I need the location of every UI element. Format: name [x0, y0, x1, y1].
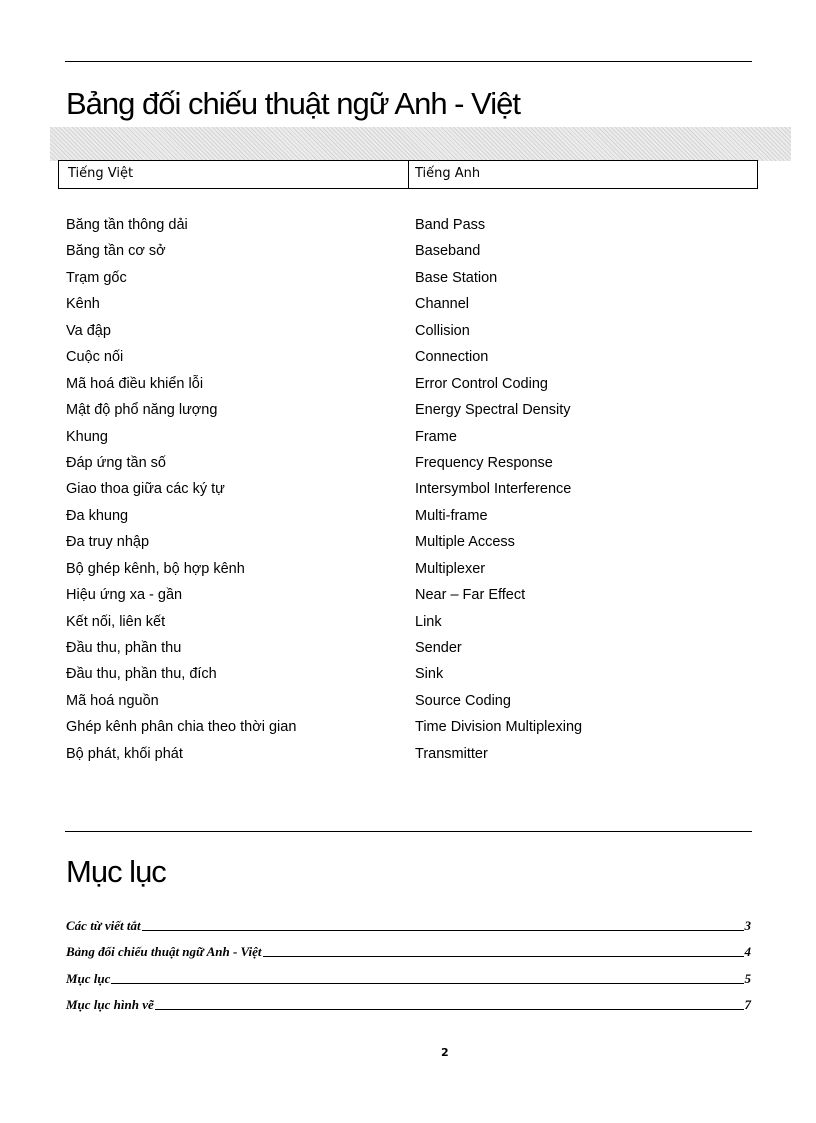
- term-english: Frame: [415, 428, 457, 445]
- term-english: Transmitter: [415, 745, 488, 762]
- term-vietnamese: Trạm gốc: [66, 269, 127, 286]
- list-item: [66, 320, 666, 346]
- toc-entry[interactable]: [66, 987, 751, 1014]
- term-vietnamese: Mã hoá nguồn: [66, 692, 159, 709]
- term-vietnamese: Đa truy nhập: [66, 534, 150, 551]
- toc-entry[interactable]: [66, 907, 751, 934]
- list-item: [66, 743, 666, 769]
- list-item: [66, 663, 666, 689]
- top-divider: [65, 61, 752, 62]
- term-english: Channel: [415, 296, 470, 313]
- term-vietnamese: Băng tần cơ sở: [66, 243, 166, 260]
- toc-title: Mục lục: [66, 854, 166, 889]
- page-number: 2: [441, 1046, 449, 1059]
- term-english: Base Station: [415, 269, 498, 286]
- term-vietnamese: Đầu thu, phần thu: [66, 640, 182, 656]
- term-vietnamese: Đầu thu, phần thu, đích: [66, 666, 217, 683]
- term-english: Sink: [415, 666, 444, 683]
- list-item: [66, 373, 666, 399]
- toc-entry[interactable]: [66, 960, 751, 987]
- term-english: Connection: [415, 349, 489, 366]
- list-item: [66, 584, 666, 610]
- glossary-header-table: [58, 160, 758, 189]
- term-vietnamese: Hiệu ứng xa - gần: [66, 587, 183, 604]
- term-english: Frequency Response: [415, 454, 553, 471]
- term-english: Source Coding: [415, 692, 511, 709]
- term-vietnamese: Bộ phát, khối phát: [66, 745, 183, 762]
- term-english: Collision: [415, 322, 470, 339]
- term-english: Error Control Coding: [415, 375, 548, 392]
- toc-entry-page[interactable]: 5: [744, 970, 751, 986]
- glossary-term-list: [66, 214, 666, 769]
- term-english: Near – Far Effect: [415, 587, 526, 604]
- toc-entry-label[interactable]: Mục lục hình vẽ: [66, 997, 154, 1012]
- term-english: Time Division Multiplexing: [415, 719, 583, 736]
- term-vietnamese: Mật độ phổ năng lượng: [66, 402, 218, 419]
- list-item: [66, 452, 666, 478]
- term-vietnamese: Băng tần thông dải: [66, 217, 188, 233]
- list-item: [66, 637, 666, 663]
- toc-entry[interactable]: [66, 934, 751, 961]
- term-vietnamese: Giao thoa giữa các ký tự: [66, 481, 225, 498]
- term-vietnamese: Mã hoá điều khiển lỗi: [66, 375, 204, 392]
- glossary-title: Bảng đối chiếu thuật ngữ Anh - Việt: [66, 86, 520, 121]
- term-english: Sender: [415, 640, 462, 656]
- section-divider: [65, 831, 752, 832]
- list-item: [66, 399, 666, 425]
- list-item: [66, 267, 666, 293]
- list-item: [66, 611, 666, 637]
- term-vietnamese: Khung: [66, 428, 108, 445]
- toc-entry-label[interactable]: Mục lục: [66, 970, 111, 986]
- list-item: [66, 558, 666, 584]
- term-english: Intersymbol Interference: [415, 481, 572, 498]
- toc-leader-line: [263, 956, 744, 957]
- term-vietnamese: Đa khung: [66, 507, 129, 524]
- term-english: Multiple Access: [415, 534, 515, 551]
- toc-entry-label[interactable]: Các từ viết tắt: [66, 917, 141, 933]
- toc-leader-line: [155, 1009, 744, 1010]
- list-item: [66, 426, 666, 452]
- term-english: Multi-frame: [415, 507, 488, 524]
- list-item: [66, 690, 666, 716]
- header-vietnamese: Tiếng Việt: [59, 161, 409, 188]
- toc-leader-line: [142, 930, 744, 931]
- list-item: [66, 293, 666, 319]
- header-shading: [50, 127, 791, 161]
- header-english: Tiếng Anh: [415, 166, 481, 181]
- list-item: [66, 478, 666, 504]
- term-english: Baseband: [415, 243, 481, 260]
- term-vietnamese: Kênh: [66, 296, 100, 313]
- toc-entry-label[interactable]: Bảng đối chiếu thuật ngữ Anh - Việt: [66, 944, 262, 959]
- list-item: [66, 240, 666, 266]
- term-vietnamese: Bộ ghép kênh, bộ hợp kênh: [66, 560, 245, 577]
- list-item: [66, 214, 666, 240]
- toc-entry-page[interactable]: 7: [744, 997, 751, 1012]
- term-vietnamese: Đáp ứng tần số: [66, 454, 166, 471]
- toc-leader-line: [111, 983, 743, 984]
- table-of-contents: [66, 907, 751, 1013]
- list-item: [66, 716, 666, 742]
- term-vietnamese: Ghép kênh phân chia theo thời gian: [66, 719, 297, 736]
- term-english: Link: [415, 613, 442, 630]
- list-item: [66, 346, 666, 372]
- term-english: Energy Spectral Density: [415, 402, 571, 419]
- term-english: Multiplexer: [415, 560, 486, 577]
- term-vietnamese: Kết nối, liên kết: [66, 613, 166, 630]
- term-vietnamese: Va đập: [66, 322, 111, 339]
- term-english: Band Pass: [415, 217, 486, 233]
- toc-entry-page[interactable]: 3: [744, 917, 751, 933]
- list-item: [66, 531, 666, 557]
- term-vietnamese: Cuộc nối: [66, 349, 124, 366]
- toc-entry-page[interactable]: 4: [744, 944, 751, 959]
- list-item: [66, 505, 666, 531]
